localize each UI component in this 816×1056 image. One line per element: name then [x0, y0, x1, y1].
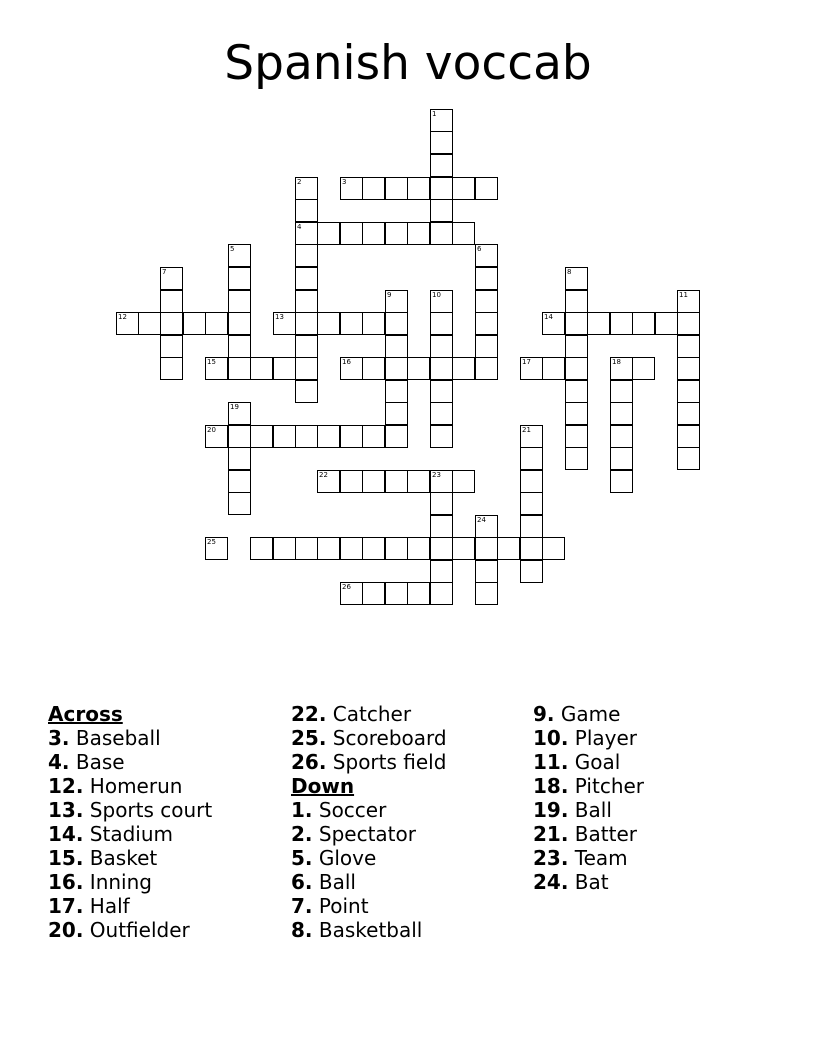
grid-cell[interactable] — [475, 357, 498, 380]
grid-cell[interactable] — [295, 537, 318, 560]
clue-down-8: 8. Basketball — [291, 918, 423, 942]
grid-cell[interactable] — [273, 357, 296, 380]
clue-number: 9 — [387, 291, 392, 299]
grid-cell[interactable] — [340, 312, 363, 335]
grid-cell[interactable] — [520, 560, 543, 583]
grid-cell[interactable] — [542, 312, 565, 335]
clue-down-21: 21. Batter — [533, 822, 637, 846]
clue-number: 14 — [544, 313, 553, 321]
clue-number: 22 — [319, 471, 328, 479]
grid-cell[interactable] — [228, 244, 251, 267]
clue-across-14: 14. Stadium — [48, 822, 173, 846]
grid-cell[interactable] — [340, 357, 363, 380]
grid-cell[interactable] — [295, 290, 318, 313]
clue-down-2: 2. Spectator — [291, 822, 416, 846]
grid-cell[interactable] — [475, 244, 498, 267]
grid-cell[interactable] — [385, 380, 408, 403]
clue-across-22: 22. Catcher — [291, 702, 412, 726]
down-heading: Down — [291, 774, 355, 798]
clue-number: 8 — [567, 268, 572, 276]
clue-number: 25 — [207, 538, 216, 546]
grid-cell[interactable] — [138, 312, 161, 335]
grid-cell[interactable] — [452, 222, 475, 245]
grid-cell[interactable] — [565, 402, 588, 425]
grid-cell[interactable] — [497, 537, 520, 560]
grid-cell[interactable] — [385, 425, 408, 448]
grid-cell[interactable] — [430, 199, 453, 222]
grid-cell[interactable] — [610, 470, 633, 493]
grid-cell[interactable] — [565, 312, 588, 335]
grid-cell[interactable] — [430, 470, 453, 493]
grid-cell[interactable] — [655, 312, 678, 335]
grid-cell[interactable] — [520, 515, 543, 538]
grid-cell[interactable] — [610, 425, 633, 448]
grid-cell[interactable] — [430, 357, 453, 380]
grid-cell[interactable] — [430, 177, 453, 200]
clue-number: 10 — [432, 291, 441, 299]
grid-cell[interactable] — [565, 357, 588, 380]
grid-cell[interactable] — [385, 222, 408, 245]
grid-cell[interactable] — [520, 470, 543, 493]
clue-number: 16 — [342, 358, 351, 366]
grid-cell[interactable] — [475, 515, 498, 538]
grid-cell[interactable] — [475, 312, 498, 335]
grid-cell[interactable] — [160, 290, 183, 313]
grid-cell[interactable] — [430, 515, 453, 538]
grid-cell[interactable] — [520, 447, 543, 470]
grid-cell[interactable] — [317, 470, 340, 493]
grid-cell[interactable] — [317, 537, 340, 560]
grid-cell[interactable] — [430, 380, 453, 403]
grid-cell[interactable] — [610, 447, 633, 470]
grid-cell[interactable] — [116, 312, 139, 335]
clue-down-9: 9. Game — [533, 702, 621, 726]
grid-cell[interactable] — [295, 380, 318, 403]
grid-cell[interactable] — [362, 357, 385, 380]
grid-cell[interactable] — [228, 290, 251, 313]
clue-number: 4 — [297, 223, 302, 231]
grid-cell[interactable] — [475, 537, 498, 560]
grid-cell[interactable] — [520, 492, 543, 515]
grid-cell[interactable] — [205, 425, 228, 448]
clue-down-10: 10. Player — [533, 726, 638, 750]
clue-number: 19 — [230, 403, 239, 411]
clue-number: 26 — [342, 583, 351, 591]
grid-cell[interactable] — [542, 537, 565, 560]
grid-cell[interactable] — [317, 425, 340, 448]
grid-cell[interactable] — [430, 335, 453, 358]
clue-number: 15 — [207, 358, 216, 366]
grid-cell[interactable] — [452, 470, 475, 493]
across-heading: Across — [48, 702, 123, 726]
clue-across-17: 17. Half — [48, 894, 130, 918]
grid-cell[interactable] — [228, 312, 251, 335]
clue-number: 1 — [432, 110, 437, 118]
grid-cell[interactable] — [565, 335, 588, 358]
grid-cell[interactable] — [295, 357, 318, 380]
clue-column-1 — [48, 702, 288, 942]
grid-cell[interactable] — [295, 267, 318, 290]
grid-cell[interactable] — [407, 582, 430, 605]
clue-number: 23 — [432, 471, 441, 479]
grid-cell[interactable] — [520, 425, 543, 448]
grid-cell[interactable] — [385, 335, 408, 358]
clue-down-5: 5. Glove — [291, 846, 377, 870]
clue-down-7: 7. Point — [291, 894, 369, 918]
grid-cell[interactable] — [228, 425, 251, 448]
grid-cell[interactable] — [385, 290, 408, 313]
grid-cell[interactable] — [273, 537, 296, 560]
grid-cell[interactable] — [340, 177, 363, 200]
grid-cell[interactable] — [385, 357, 408, 380]
grid-cell[interactable] — [565, 290, 588, 313]
clue-across-13: 13. Sports court — [48, 798, 213, 822]
grid-cell[interactable] — [587, 312, 610, 335]
grid-cell[interactable] — [475, 560, 498, 583]
grid-cell[interactable] — [362, 312, 385, 335]
grid-cell[interactable] — [160, 267, 183, 290]
grid-cell[interactable] — [228, 492, 251, 515]
grid-cell[interactable] — [205, 312, 228, 335]
grid-cell[interactable] — [340, 222, 363, 245]
clue-number: 20 — [207, 426, 216, 434]
grid-cell[interactable] — [677, 380, 700, 403]
grid-cell[interactable] — [407, 222, 430, 245]
grid-cell[interactable] — [362, 470, 385, 493]
grid-cell[interactable] — [228, 267, 251, 290]
grid-cell[interactable] — [565, 447, 588, 470]
grid-cell[interactable] — [340, 582, 363, 605]
grid-cell[interactable] — [475, 582, 498, 605]
grid-cell[interactable] — [452, 357, 475, 380]
grid-cell[interactable] — [205, 537, 228, 560]
grid-cell[interactable] — [160, 312, 183, 335]
grid-cell[interactable] — [160, 335, 183, 358]
clue-across-3: 3. Baseball — [48, 726, 161, 750]
clue-number: 7 — [162, 268, 167, 276]
grid-cell[interactable] — [385, 582, 408, 605]
grid-cell[interactable] — [362, 537, 385, 560]
clue-across-12: 12. Homerun — [48, 774, 183, 798]
grid-cell[interactable] — [385, 177, 408, 200]
grid-cell[interactable] — [250, 425, 273, 448]
grid-cell[interactable] — [340, 470, 363, 493]
clue-number: 5 — [230, 245, 235, 253]
grid-cell[interactable] — [632, 357, 655, 380]
grid-cell[interactable] — [610, 357, 633, 380]
clue-across-20: 20. Outfielder — [48, 918, 190, 942]
grid-cell[interactable] — [250, 357, 273, 380]
clue-number: 21 — [522, 426, 531, 434]
clue-down-18: 18. Pitcher — [533, 774, 645, 798]
grid-cell[interactable] — [430, 109, 453, 132]
grid-cell[interactable] — [430, 492, 453, 515]
clue-across-25: 25. Scoreboard — [291, 726, 447, 750]
clue-across-16: 16. Inning — [48, 870, 152, 894]
grid-cell[interactable] — [475, 290, 498, 313]
clue-down-6: 6. Ball — [291, 870, 356, 894]
grid-cell[interactable] — [228, 447, 251, 470]
grid-cell[interactable] — [295, 425, 318, 448]
clue-number: 18 — [612, 358, 621, 366]
grid-cell[interactable] — [407, 177, 430, 200]
clue-column-2 — [291, 702, 531, 942]
clue-down-1: 1. Soccer — [291, 798, 387, 822]
grid-cell[interactable] — [317, 222, 340, 245]
grid-cell[interactable] — [362, 222, 385, 245]
grid-cell[interactable] — [160, 357, 183, 380]
grid-cell[interactable] — [385, 470, 408, 493]
grid-cell[interactable] — [475, 267, 498, 290]
grid-cell[interactable] — [295, 177, 318, 200]
grid-cell[interactable] — [430, 222, 453, 245]
grid-cell[interactable] — [228, 357, 251, 380]
grid-cell[interactable] — [677, 402, 700, 425]
grid-cell[interactable] — [407, 470, 430, 493]
grid-cell[interactable] — [430, 154, 453, 177]
grid-cell[interactable] — [295, 335, 318, 358]
clue-number: 12 — [118, 313, 127, 321]
grid-cell[interactable] — [565, 425, 588, 448]
clue-down-23: 23. Team — [533, 846, 628, 870]
grid-cell[interactable] — [430, 402, 453, 425]
grid-cell[interactable] — [340, 537, 363, 560]
grid-cell[interactable] — [273, 425, 296, 448]
grid-cell[interactable] — [385, 312, 408, 335]
grid-cell[interactable] — [430, 290, 453, 313]
grid-cell[interactable] — [565, 380, 588, 403]
clue-number: 3 — [342, 178, 347, 186]
grid-cell[interactable] — [610, 312, 633, 335]
grid-cell[interactable] — [228, 470, 251, 493]
grid-cell[interactable] — [475, 177, 498, 200]
grid-cell[interactable] — [677, 335, 700, 358]
grid-cell[interactable] — [183, 312, 206, 335]
grid-cell[interactable] — [475, 335, 498, 358]
grid-cell[interactable] — [565, 267, 588, 290]
clue-down-11: 11. Goal — [533, 750, 621, 774]
grid-cell[interactable] — [677, 357, 700, 380]
grid-cell[interactable] — [205, 357, 228, 380]
grid-cell[interactable] — [407, 537, 430, 560]
grid-cell[interactable] — [317, 312, 340, 335]
grid-cell[interactable] — [430, 537, 453, 560]
clue-down-19: 19. Ball — [533, 798, 612, 822]
grid-cell[interactable] — [430, 425, 453, 448]
grid-cell[interactable] — [520, 357, 543, 380]
grid-cell[interactable] — [610, 402, 633, 425]
grid-cell[interactable] — [632, 312, 655, 335]
grid-cell[interactable] — [362, 582, 385, 605]
clue-number: 2 — [297, 178, 302, 186]
puzzle-title: Spanish voccab — [224, 36, 592, 91]
grid-cell[interactable] — [273, 312, 296, 335]
grid-cell[interactable] — [430, 582, 453, 605]
clue-number: 24 — [477, 516, 486, 524]
grid-cell[interactable] — [295, 222, 318, 245]
grid-cell[interactable] — [520, 537, 543, 560]
clue-number: 17 — [522, 358, 531, 366]
grid-cell[interactable] — [295, 244, 318, 267]
grid-cell[interactable] — [407, 357, 430, 380]
grid-cell[interactable] — [295, 312, 318, 335]
grid-cell[interactable] — [677, 312, 700, 335]
grid-cell[interactable] — [295, 199, 318, 222]
grid-cell[interactable] — [452, 177, 475, 200]
grid-cell[interactable] — [610, 380, 633, 403]
grid-cell[interactable] — [340, 425, 363, 448]
grid-cell[interactable] — [452, 537, 475, 560]
grid-cell[interactable] — [542, 357, 565, 380]
grid-cell[interactable] — [430, 131, 453, 154]
clue-across-4: 4. Base — [48, 750, 125, 774]
clue-column-3 — [533, 702, 773, 894]
grid-cell[interactable] — [677, 425, 700, 448]
clue-down-24: 24. Bat — [533, 870, 609, 894]
clue-number: 6 — [477, 245, 482, 253]
grid-cell[interactable] — [228, 335, 251, 358]
grid-cell[interactable] — [677, 290, 700, 313]
grid-cell[interactable] — [430, 560, 453, 583]
grid-cell[interactable] — [362, 425, 385, 448]
grid-cell[interactable] — [430, 312, 453, 335]
clue-number: 11 — [679, 291, 688, 299]
grid-cell[interactable] — [677, 447, 700, 470]
grid-cell[interactable] — [362, 177, 385, 200]
grid-cell[interactable] — [250, 537, 273, 560]
clue-number: 13 — [275, 313, 284, 321]
grid-cell[interactable] — [385, 537, 408, 560]
grid-cell[interactable] — [228, 402, 251, 425]
clue-across-15: 15. Basket — [48, 846, 158, 870]
clue-across-26: 26. Sports field — [291, 750, 447, 774]
grid-cell[interactable] — [385, 402, 408, 425]
